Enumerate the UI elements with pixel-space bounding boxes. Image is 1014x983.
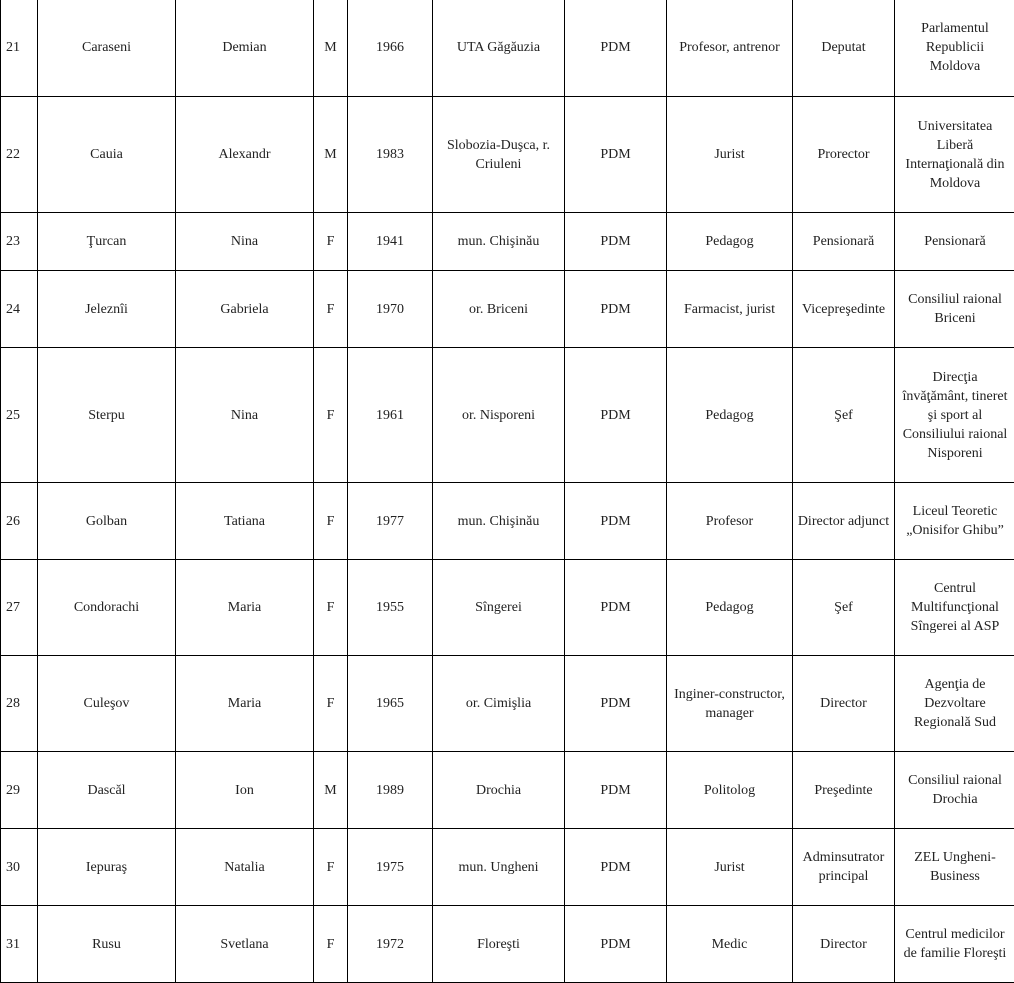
cell-surname: Ţurcan (38, 213, 176, 271)
cell-position: Pensionară (793, 213, 895, 271)
cell-surname: Condorachi (38, 560, 176, 656)
cell-surname: Golban (38, 483, 176, 560)
cell-number: 23 (1, 213, 38, 271)
cell-profession: Pedagog (667, 348, 793, 483)
table-row (1, 656, 1014, 752)
cell-sex: F (314, 271, 348, 348)
cell-profession: Politolog (667, 752, 793, 829)
cell-first-name: Demian (176, 0, 314, 97)
cell-locality: or. Nisporeni (433, 348, 565, 483)
cell-profession: Pedagog (667, 213, 793, 271)
cell-sex: M (314, 0, 348, 97)
cell-profession: Profesor, antrenor (667, 0, 793, 97)
table-row (1, 560, 1014, 656)
cell-sex: F (314, 213, 348, 271)
cell-first-name: Gabriela (176, 271, 314, 348)
cell-first-name: Tatiana (176, 483, 314, 560)
cell-surname: Sterpu (38, 348, 176, 483)
table-row (1, 0, 1014, 97)
cell-profession: Jurist (667, 97, 793, 213)
cell-sex: F (314, 560, 348, 656)
cell-position: Şef (793, 348, 895, 483)
cell-sex: M (314, 97, 348, 213)
cell-position: Deputat (793, 0, 895, 97)
table-row (1, 97, 1014, 213)
cell-sex: F (314, 906, 348, 983)
cell-sex: F (314, 348, 348, 483)
cell-locality: UTA Găgăuzia (433, 0, 565, 97)
cell-party: PDM (565, 829, 667, 906)
cell-first-name: Alexandr (176, 97, 314, 213)
cell-workplace: Parlamentul Republicii Moldova (895, 0, 1014, 97)
table-row (1, 906, 1014, 983)
cell-position: Preşedinte (793, 752, 895, 829)
cell-workplace: Direcţia învăţământ, tineret şi sport al Consiliului raional Nisporeni (895, 348, 1014, 483)
cell-position: Director (793, 906, 895, 983)
cell-first-name: Maria (176, 560, 314, 656)
cell-first-name: Maria (176, 656, 314, 752)
cell-number: 29 (1, 752, 38, 829)
cell-first-name: Nina (176, 213, 314, 271)
cell-sex: F (314, 656, 348, 752)
cell-first-name: Ion (176, 752, 314, 829)
cell-sex: M (314, 752, 348, 829)
cell-party: PDM (565, 656, 667, 752)
cell-workplace: Liceul Teoretic „Onisifor Ghibu” (895, 483, 1014, 560)
cell-workplace: Agenţia de Dezvoltare Regională Sud (895, 656, 1014, 752)
cell-birth-year: 1983 (348, 97, 433, 213)
cell-surname: Dascăl (38, 752, 176, 829)
cell-locality: mun. Ungheni (433, 829, 565, 906)
cell-first-name: Svetlana (176, 906, 314, 983)
cell-workplace: Centrul Multifuncţional Sîngerei al ASP (895, 560, 1014, 656)
cell-sex: F (314, 829, 348, 906)
cell-party: PDM (565, 213, 667, 271)
cell-birth-year: 1966 (348, 0, 433, 97)
cell-profession: Inginer-constructor, manager (667, 656, 793, 752)
cell-number: 30 (1, 829, 38, 906)
cell-position: Prorector (793, 97, 895, 213)
table-row (1, 271, 1014, 348)
cell-profession: Farmacist, jurist (667, 271, 793, 348)
cell-locality: mun. Chişinău (433, 213, 565, 271)
cell-position: Director adjunct (793, 483, 895, 560)
cell-first-name: Natalia (176, 829, 314, 906)
cell-surname: Culeşov (38, 656, 176, 752)
cell-birth-year: 1977 (348, 483, 433, 560)
cell-workplace: Pensionară (895, 213, 1014, 271)
cell-surname: Iepuraş (38, 829, 176, 906)
cell-profession: Jurist (667, 829, 793, 906)
cell-number: 22 (1, 97, 38, 213)
cell-locality: Drochia (433, 752, 565, 829)
cell-party: PDM (565, 906, 667, 983)
cell-locality: Sîngerei (433, 560, 565, 656)
table-row (1, 213, 1014, 271)
table-row (1, 752, 1014, 829)
cell-number: 28 (1, 656, 38, 752)
cell-birth-year: 1955 (348, 560, 433, 656)
cell-party: PDM (565, 560, 667, 656)
cell-position: Director (793, 656, 895, 752)
cell-party: PDM (565, 483, 667, 560)
cell-profession: Pedagog (667, 560, 793, 656)
cell-number: 27 (1, 560, 38, 656)
cell-birth-year: 1961 (348, 348, 433, 483)
cell-workplace: Universitatea Liberă Internaţională din Moldova (895, 97, 1014, 213)
cell-surname: Jeleznîi (38, 271, 176, 348)
cell-surname: Caraseni (38, 0, 176, 97)
cell-number: 24 (1, 271, 38, 348)
cell-birth-year: 1975 (348, 829, 433, 906)
cell-position: Vicepreşedinte (793, 271, 895, 348)
cell-locality: Slobozia-Duşca, r. Criuleni (433, 97, 565, 213)
cell-position: Şef (793, 560, 895, 656)
cell-workplace: ZEL Ungheni-Business (895, 829, 1014, 906)
cell-position: Adminsutrator principal (793, 829, 895, 906)
cell-birth-year: 1989 (348, 752, 433, 829)
cell-locality: or. Briceni (433, 271, 565, 348)
cell-number: 26 (1, 483, 38, 560)
cell-workplace: Centrul medicilor de familie Floreşti (895, 906, 1014, 983)
cell-locality: Floreşti (433, 906, 565, 983)
cell-workplace: Consiliul raional Drochia (895, 752, 1014, 829)
cell-number: 31 (1, 906, 38, 983)
cell-locality: mun. Chişinău (433, 483, 565, 560)
cell-surname: Cauia (38, 97, 176, 213)
table-row (1, 348, 1014, 483)
cell-party: PDM (565, 0, 667, 97)
cell-profession: Profesor (667, 483, 793, 560)
cell-locality: or. Cimişlia (433, 656, 565, 752)
cell-profession: Medic (667, 906, 793, 983)
cell-party: PDM (565, 348, 667, 483)
cell-birth-year: 1970 (348, 271, 433, 348)
cell-birth-year: 1965 (348, 656, 433, 752)
cell-birth-year: 1941 (348, 213, 433, 271)
table-row (1, 483, 1014, 560)
cell-party: PDM (565, 752, 667, 829)
cell-birth-year: 1972 (348, 906, 433, 983)
cell-party: PDM (565, 97, 667, 213)
cell-workplace: Consiliul raional Briceni (895, 271, 1014, 348)
cell-sex: F (314, 483, 348, 560)
table-body (1, 0, 1014, 983)
table-row (1, 829, 1014, 906)
cell-first-name: Nina (176, 348, 314, 483)
cell-surname: Rusu (38, 906, 176, 983)
cell-party: PDM (565, 271, 667, 348)
cell-number: 21 (1, 0, 38, 97)
cell-number: 25 (1, 348, 38, 483)
